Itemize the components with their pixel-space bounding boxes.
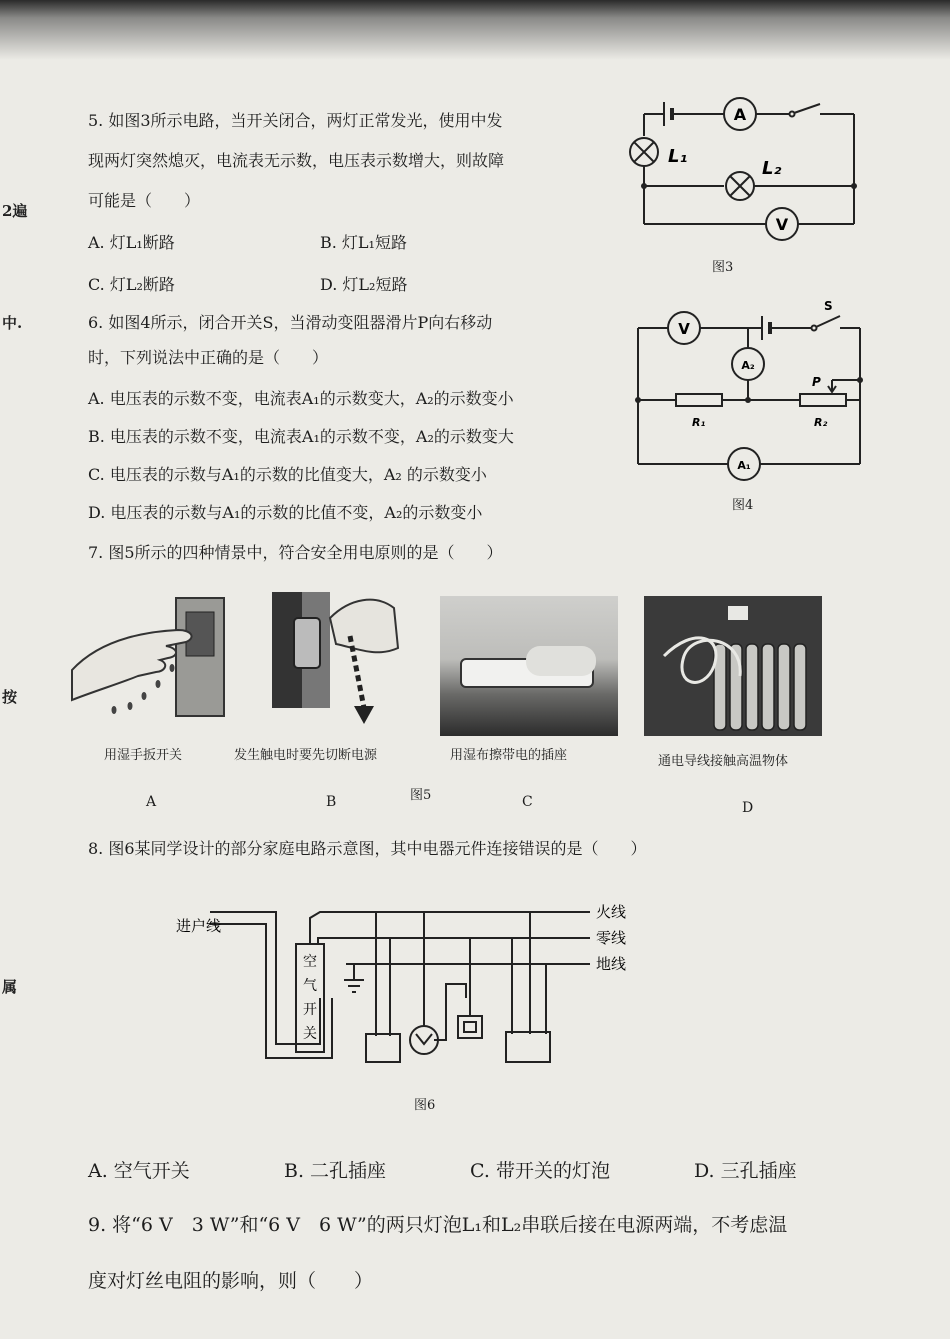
q5-line3: 可能是（ ）	[88, 191, 201, 210]
margin-note: 属	[2, 978, 18, 996]
q6-option-c: C. 电压表的示数与A₁的示数的比值变大，A₂ 的示数变小	[88, 465, 487, 484]
scene-a-letter: A	[146, 794, 157, 810]
scene-d-letter: D	[742, 800, 754, 816]
fig3-ammeter-label: A	[733, 105, 747, 124]
q8-option-b: B. 二孔插座	[284, 1160, 387, 1182]
q6-option-b: B. 电压表的示数不变，电流表A₁的示数不变，A₂的示数变大	[88, 427, 514, 446]
scene-a-wet-hand-switch	[68, 592, 228, 722]
q6-option-a: A. 电压表的示数不变，电流表A₁的示数变大，A₂的示数变小	[88, 389, 514, 408]
fig4-a2-label: A₂	[741, 359, 755, 372]
scene-c-photo	[440, 596, 618, 736]
figure-6-home-circuit	[170, 898, 670, 1078]
q6-line1: 6. 如图4所示，闭合开关S，当滑动变阻器滑片P向右移动	[88, 313, 493, 332]
margin-note: 中.	[2, 314, 23, 332]
q5-option-b: B. 灯L₁短路	[320, 233, 407, 252]
q5-option-d: D. 灯L₂短路	[320, 275, 408, 294]
fig6-neutral-label: 零线	[596, 929, 627, 947]
fig6-breaker-char: 开	[303, 1002, 317, 1018]
scene-d-photo	[644, 596, 822, 736]
fig6-breaker-char: 关	[303, 1026, 317, 1042]
fig4-slider-label: P	[812, 375, 821, 389]
scene-b-cut-power	[266, 588, 406, 738]
q8-line1: 8. 图6某同学设计的部分家庭电路示意图，其中电器元件连接错误的是（ ）	[88, 839, 647, 858]
fig4-a1-label: A₁	[737, 459, 751, 472]
q8-option-d: D. 三孔插座	[694, 1160, 797, 1182]
figure-6-caption: 图6	[414, 1098, 436, 1113]
q7-line1: 7. 图5所示的四种情景中，符合安全用电原则的是（ ）	[88, 543, 503, 562]
fig6-entry-label: 进户线	[176, 917, 222, 935]
scene-c-caption: 用湿布擦带电的插座	[450, 748, 568, 763]
scene-d-caption: 通电导线接触高温物体	[658, 754, 789, 769]
q8-option-a: A. 空气开关	[88, 1160, 190, 1182]
margin-note: 按	[2, 688, 18, 706]
q5-line1: 5. 如图3所示电路，当开关闭合，两灯正常发光，使用中发	[88, 111, 503, 130]
fig6-breaker-char: 空	[303, 954, 317, 970]
fig4-r1-label: R₁	[692, 416, 706, 429]
q6-line2: 时，下列说法中正确的是（ ）	[88, 348, 329, 367]
fig6-ground-label: 地线	[596, 955, 627, 973]
fig6-live-label: 火线	[596, 903, 627, 921]
q6-option-d: D. 电压表的示数与A₁的示数的比值不变，A₂的示数变小	[88, 503, 483, 522]
fig3-voltmeter-label: V	[775, 215, 789, 234]
q9-line2: 度对灯丝电阻的影响，则（ ）	[88, 1270, 374, 1292]
fig4-r2-label: R₂	[814, 416, 828, 429]
figure-3-circuit	[620, 92, 870, 282]
wet-cloth	[526, 646, 596, 676]
q8-option-c: C. 带开关的灯泡	[470, 1160, 610, 1182]
q5-option-a: A. 灯L₁断路	[88, 233, 175, 252]
scene-b-caption: 发生触电时要先切断电源	[234, 748, 378, 763]
figure-5-caption: 图5	[410, 788, 432, 803]
q5-option-c: C. 灯L₂断路	[88, 275, 175, 294]
q5-line2: 现两灯突然熄灭，电流表无示数，电压表示数增大，则故障	[88, 151, 505, 170]
scene-a-caption: 用湿手扳开关	[104, 748, 183, 763]
fig4-switch-label: S	[824, 299, 833, 313]
fig4-voltmeter-label: V	[678, 320, 690, 338]
scene-b-letter: B	[326, 794, 337, 810]
q9-line1: 9. 将“6 V 3 W”和“6 V 6 W”的两只灯泡L₁和L₂串联后接在电源两端，不考虑温	[88, 1214, 788, 1236]
fig3-l2-label: L₂	[762, 158, 782, 179]
scene-c-letter: C	[522, 794, 533, 810]
page-top-shadow	[0, 0, 950, 60]
margin-note: 2遍	[2, 202, 28, 220]
figure-4-circuit	[628, 292, 878, 492]
fig3-l1-label: L₁	[668, 146, 688, 167]
figure-3-caption: 图3	[712, 260, 734, 275]
figure-4-caption: 图4	[732, 498, 754, 513]
fig6-breaker-char: 气	[303, 978, 317, 994]
